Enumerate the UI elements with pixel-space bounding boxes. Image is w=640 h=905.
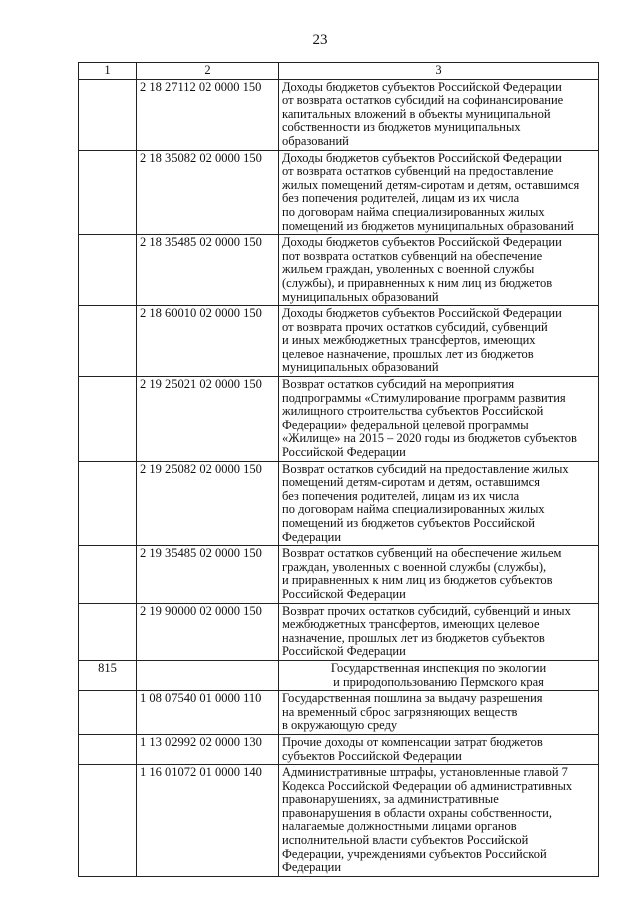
budget-code-cell: 1 13 02992 02 0000 130 bbox=[137, 734, 279, 764]
description-line: жилых помещений детям-сиротам и детям, оставшимся bbox=[282, 177, 580, 192]
description-line: собственности из бюджетов муниципальных bbox=[282, 120, 521, 135]
description-cell bbox=[279, 660, 599, 690]
description-line: без попечения родителей, лицам из их числа bbox=[282, 488, 520, 503]
admin-code-cell bbox=[79, 765, 137, 877]
description-line: образований bbox=[282, 133, 349, 148]
table-row bbox=[79, 306, 599, 377]
description-line: Возврат остатков субсидий на мероприятия bbox=[282, 377, 515, 392]
description-line: капитальных вложений в объекты муниципальной bbox=[282, 106, 551, 121]
admin-code-cell: 815 bbox=[79, 660, 137, 690]
description-line: на временный сброс загрязняющих веществ bbox=[282, 704, 518, 719]
description-line: межбюджетных трансфертов, имеющих целевое bbox=[282, 617, 540, 632]
table-row bbox=[79, 377, 599, 462]
description-line: Российской Федерации bbox=[282, 586, 406, 601]
admin-code-cell bbox=[79, 306, 137, 377]
description-line: Федерации, учреждениями субъектов Российской bbox=[282, 846, 547, 861]
description-line: от возврата остатков субвенций на предоставление bbox=[282, 164, 554, 179]
description-line: муниципальных образований bbox=[282, 360, 439, 375]
budget-code-cell bbox=[137, 660, 279, 690]
description-line: Доходы бюджетов субъектов Российской Федерации bbox=[282, 150, 562, 165]
description-line: и приравненных к ним лиц из бюджетов субъектов bbox=[282, 573, 553, 588]
description-cell bbox=[279, 691, 599, 735]
table-row bbox=[79, 691, 599, 735]
description-line: и природопользованию Пермского края bbox=[333, 674, 544, 689]
description-line: жилищного строительства субъектов Российской bbox=[282, 404, 544, 419]
description-line: помещений детям-сиротам и детям, оставшимся bbox=[282, 475, 540, 490]
description-line: Административные штрафы, установленные главой 7 bbox=[282, 765, 568, 780]
description-line: субъектов Российской Федерации bbox=[282, 748, 462, 763]
description-line: целевое назначение, прошлых лет из бюджетов bbox=[282, 346, 534, 361]
description-line: Прочие доходы от компенсации затрат бюджетов bbox=[282, 734, 543, 749]
budget-code-cell: 2 18 35485 02 0000 150 bbox=[137, 235, 279, 306]
table-row bbox=[79, 734, 599, 764]
admin-code-cell bbox=[79, 377, 137, 462]
description-line: Государственная пошлина за выдачу разрешения bbox=[282, 691, 543, 706]
description-cell bbox=[279, 546, 599, 603]
budget-code-cell: 2 18 60010 02 0000 150 bbox=[137, 306, 279, 377]
description-line: исполнительной власти субъектов Российской bbox=[282, 833, 529, 848]
description-line: Доходы бюджетов субъектов Российской Федерации bbox=[282, 79, 562, 94]
budget-code-cell: 2 18 35082 02 0000 150 bbox=[137, 150, 279, 235]
description-cell bbox=[279, 734, 599, 764]
table-row bbox=[79, 235, 599, 306]
description-line: по договорам найма специализированных жилых bbox=[282, 502, 545, 517]
description-line: Возврат прочих остатков субсидий, субвенций и иных bbox=[282, 603, 571, 618]
column-header-3: 3 bbox=[279, 63, 599, 80]
description-line: Возврат остатков субсидий на предоставление жилых bbox=[282, 461, 569, 476]
admin-code-cell bbox=[79, 461, 137, 546]
description-line: правонарушения в области охраны собственности, bbox=[282, 805, 553, 820]
description-cell bbox=[279, 150, 599, 235]
table-row bbox=[79, 603, 599, 660]
description-line: пот возврата остатков субвенций на обеспечение bbox=[282, 248, 543, 263]
description-line: Федерации bbox=[282, 529, 342, 544]
description-line: по договорам найма специализированных жилых bbox=[282, 204, 545, 219]
description-line: налагаемые должностными лицами органов bbox=[282, 819, 517, 834]
description-line: от возврата прочих остатков субсидий, субвенций bbox=[282, 319, 548, 334]
description-line: правонарушениях, за административные bbox=[282, 792, 499, 807]
budget-code-cell: 2 19 25082 02 0000 150 bbox=[137, 461, 279, 546]
description-line: Государственная инспекция по экологии bbox=[330, 660, 547, 675]
description-line: Доходы бюджетов субъектов Российской Федерации bbox=[282, 306, 562, 321]
budget-code-cell: 2 18 27112 02 0000 150 bbox=[137, 79, 279, 150]
admin-code-cell bbox=[79, 546, 137, 603]
description-line: и иных межбюджетных трансфертов, имеющих bbox=[282, 333, 536, 348]
table-header-row bbox=[79, 63, 599, 80]
admin-code-cell bbox=[79, 691, 137, 735]
description-line: Федерации» федеральной целевой программы bbox=[282, 417, 529, 432]
budget-code-cell: 1 08 07540 01 0000 110 bbox=[137, 691, 279, 735]
budget-code-cell: 2 19 35485 02 0000 150 bbox=[137, 546, 279, 603]
description-line: Возврат остатков субвенций на обеспечение жильем bbox=[282, 546, 562, 561]
description-cell bbox=[279, 765, 599, 877]
table-row bbox=[79, 79, 599, 150]
description-line: Кодекса Российской Федерации об административных bbox=[282, 778, 573, 793]
description-cell bbox=[279, 235, 599, 306]
admin-code-cell bbox=[79, 235, 137, 306]
description-line: помещений из бюджетов муниципальных образований bbox=[282, 218, 574, 233]
description-line: без попечения родителей, лицам из их числа bbox=[282, 191, 520, 206]
admin-code-cell bbox=[79, 79, 137, 150]
table-row bbox=[79, 150, 599, 235]
description-line: Российской Федерации bbox=[282, 445, 406, 460]
admin-code-cell bbox=[79, 734, 137, 764]
description-line: жильем граждан, уволенных с военной службы bbox=[282, 262, 535, 277]
description-line: (службы), и приравненных к ним лиц из бюджетов bbox=[282, 275, 553, 290]
table-row bbox=[79, 546, 599, 603]
description-cell bbox=[279, 306, 599, 377]
budget-code-cell: 1 16 01072 01 0000 140 bbox=[137, 765, 279, 877]
table-body bbox=[79, 79, 599, 876]
page-number: 23 bbox=[312, 32, 328, 48]
budget-classification-table bbox=[78, 62, 599, 877]
description-line: подпрограммы «Стимулирование программ развития bbox=[282, 390, 566, 405]
description-cell bbox=[279, 377, 599, 462]
description-line: граждан, уволенных с военной службы (службы), bbox=[282, 559, 547, 574]
budget-code-cell: 2 19 90000 02 0000 150 bbox=[137, 603, 279, 660]
table-row bbox=[79, 660, 599, 690]
description-line: назначение, прошлых лет из бюджетов субъектов bbox=[282, 630, 545, 645]
table-row bbox=[79, 765, 599, 877]
column-header-1: 1 bbox=[79, 63, 137, 80]
description-line: помещений из бюджетов субъектов Российской bbox=[282, 516, 535, 530]
description-line: Доходы бюджетов субъектов Российской Федерации bbox=[282, 235, 562, 250]
description-line: от возврата остатков субсидий на софинансирование bbox=[282, 93, 564, 108]
description-line: «Жилище» на 2015 – 2020 годы из бюджетов субъектов bbox=[282, 431, 577, 446]
description-line: муниципальных образований bbox=[282, 289, 439, 304]
description-cell bbox=[279, 461, 599, 546]
description-cell bbox=[279, 603, 599, 660]
admin-code-cell bbox=[79, 150, 137, 235]
description-line: Российской Федерации bbox=[282, 644, 406, 659]
description-line: в окружающую среду bbox=[282, 718, 398, 733]
column-header-2: 2 bbox=[137, 63, 279, 80]
table-row bbox=[79, 461, 599, 546]
description-line: Федерации bbox=[282, 860, 342, 875]
budget-code-cell: 2 19 25021 02 0000 150 bbox=[137, 377, 279, 462]
admin-code-cell bbox=[79, 603, 137, 660]
description-cell bbox=[279, 79, 599, 150]
